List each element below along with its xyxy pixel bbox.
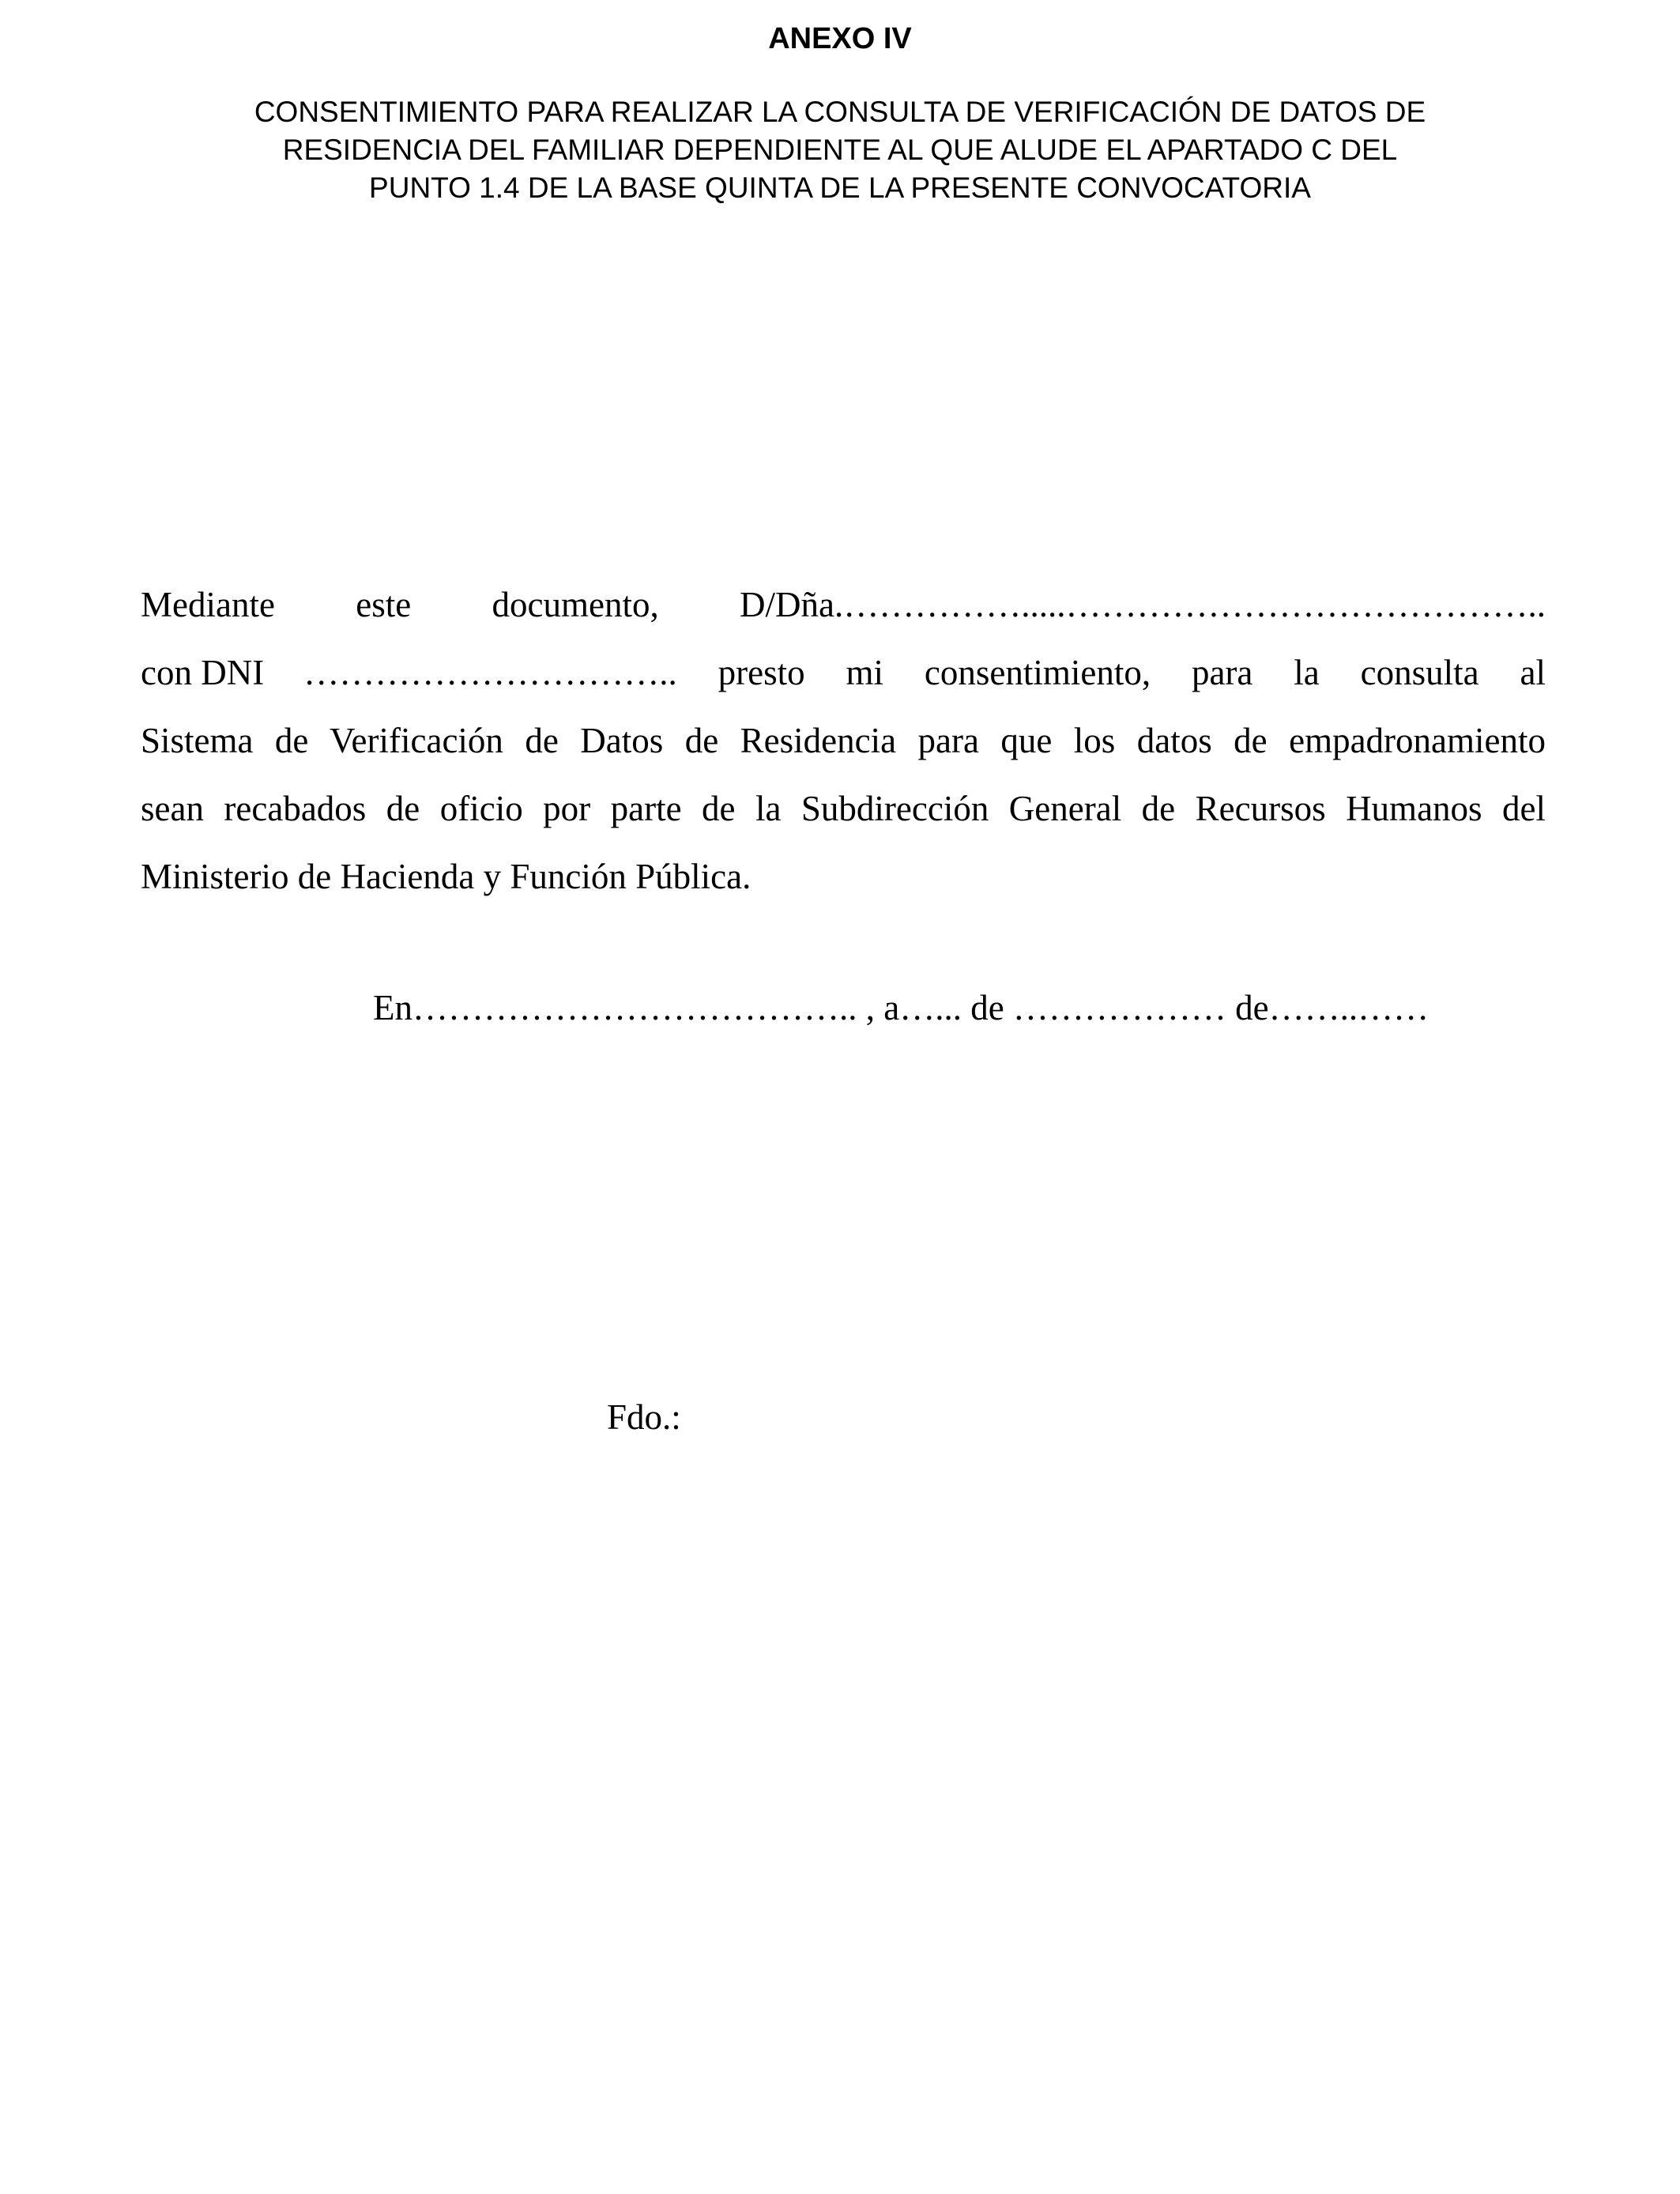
paragraph-line-5: Ministerio de Hacienda y Función Pública. bbox=[141, 857, 751, 896]
annex-title: ANEXO IV bbox=[768, 22, 912, 55]
name-fill-in-field: D/Dña.…………….....………………………………….. bbox=[740, 585, 1546, 624]
subtitle-line-2: RESIDENCIA DEL FAMILIAR DEPENDIENTE AL QUE ALUDE EL APARTADO C DEL bbox=[282, 134, 1398, 166]
word-mediante: Mediante bbox=[141, 585, 275, 624]
signature-label: Fdo.: bbox=[607, 1397, 681, 1437]
subtitle-line-3: PUNTO 1.4 DE LA BASE QUINTA DE LA PRESENTE CONVOCATORIA bbox=[369, 172, 1311, 204]
word-documento: documento, bbox=[492, 585, 659, 624]
paragraph-line-2 bbox=[141, 639, 1546, 707]
place-and-date-line: En……………………………….. , a…... de ……………… de……..…… bbox=[373, 988, 1430, 1027]
word-este: este bbox=[356, 585, 412, 624]
consent-paragraph bbox=[141, 571, 1546, 910]
document-subtitle bbox=[142, 93, 1538, 207]
paragraph-line-4: sean recabados de oficio por parte de la Subdirección General de Recursos Humanos del bbox=[141, 789, 1546, 828]
dni-label: con DNI bbox=[141, 653, 265, 692]
dni-fill-in-field-and-text: ………………………….. presto mi consentimiento, para la consulta al bbox=[303, 653, 1546, 692]
subtitle-line-1: CONSENTIMIENTO PARA REALIZAR LA CONSULTA DE VERIFICACIÓN DE DATOS DE bbox=[254, 96, 1426, 128]
paragraph-line-3: Sistema de Verificación de Datos de Residencia para que los datos de empadronamiento bbox=[141, 721, 1546, 760]
paragraph-line-1 bbox=[141, 571, 1546, 639]
